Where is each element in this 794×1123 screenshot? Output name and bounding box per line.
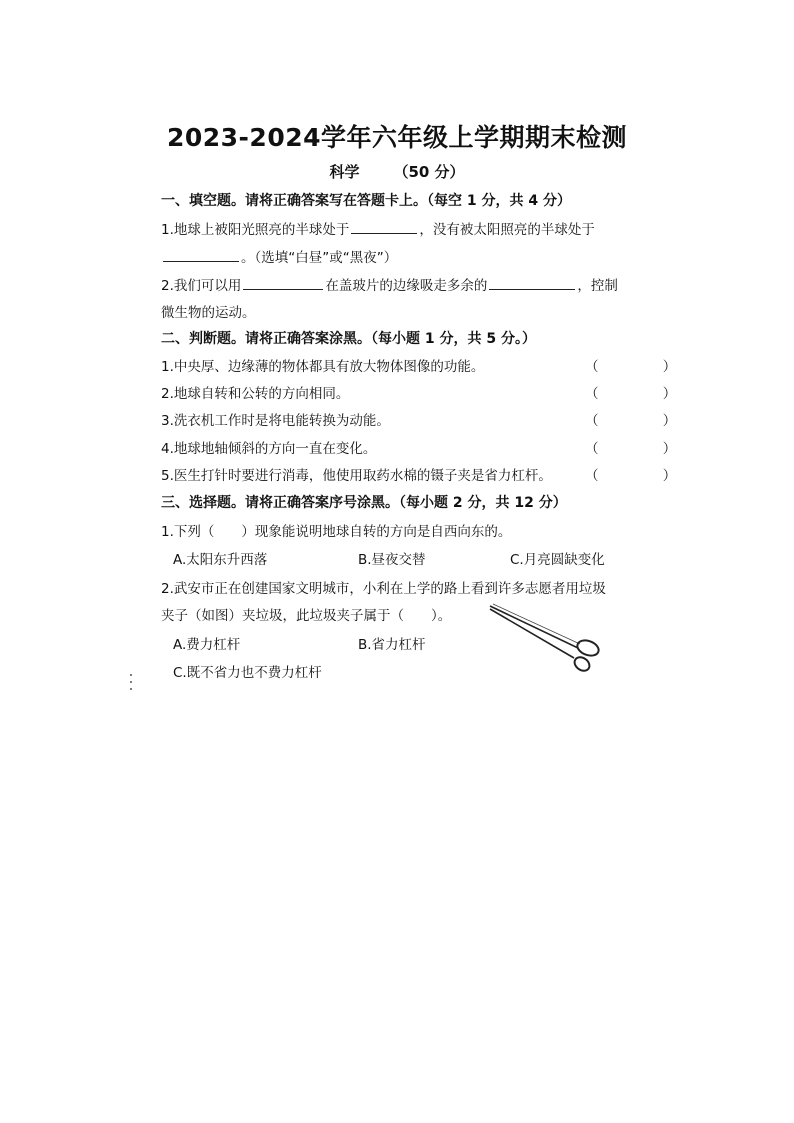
section1-q2-line1: 2.我们可以用 在盖玻片的边缘吸走多余的 ，控制 xyxy=(161,274,618,294)
judge-answer-paren-3[interactable]: （ ） xyxy=(585,413,707,429)
judge-answer-paren-4[interactable]: （ ） xyxy=(585,441,707,457)
section2-heading: 二、判断题。请将正确答案涂黑。（每小题 1 分，共 5 分。） xyxy=(161,331,536,347)
choice-q2-option-c[interactable]: C.既不省力也不费力杠杆 xyxy=(173,665,322,681)
judge-item-4: 4.地球地轴倾斜的方向一直在变化。 xyxy=(161,441,377,457)
choice-q1-option-c[interactable]: C.月亮圆缺变化 xyxy=(510,552,605,568)
judge-item-1: 1.中央厚、边缘薄的物体都具有放大物体图像的功能。 xyxy=(161,359,485,375)
judge-answer-paren-5[interactable]: （ ） xyxy=(585,468,707,484)
section1-q1-line2: 。（选填“白昼”或“黑夜”） xyxy=(161,246,397,266)
exam-title: 2023-2024学年六年级上学期期末检测 xyxy=(166,123,628,152)
choice-q2-option-b[interactable]: B.省力杠杆 xyxy=(358,637,426,653)
choice-q1-option-a[interactable]: A.太阳东升西落 xyxy=(173,552,268,568)
choice-q2-option-a[interactable]: A.费力杠杆 xyxy=(173,637,241,653)
exam-subtitle xyxy=(0,161,794,182)
judge-answer-paren-1[interactable]: （ ） xyxy=(585,359,707,375)
choice-q2-stem-line2: 夹子（如图）夹垃圾，此垃圾夹子属于（ ）。 xyxy=(161,608,452,624)
section1-heading: 一、填空题。请将正确答案写在答题卡上。（每空 1 分，共 4 分） xyxy=(161,193,571,209)
total-score: （50 分） xyxy=(393,163,465,181)
subject-label: 科学 xyxy=(329,163,360,181)
choice-q2-stem-line1: 2.武安市正在创建国家文明城市，小利在上学的路上看到许多志愿者用垃圾 xyxy=(161,581,606,597)
answer-blank-4[interactable] xyxy=(489,275,575,290)
section1-q2-line2: 微生物的运动。 xyxy=(161,305,256,321)
section3-heading: 三、选择题。请将正确答案序号涂黑。（每小题 2 分，共 12 分） xyxy=(161,495,567,511)
choice-q1-option-b[interactable]: B.昼夜交替 xyxy=(358,552,426,568)
judge-answer-paren-2[interactable]: （ ） xyxy=(585,386,707,402)
section1-q1-line1: 1.地球上被阳光照亮的半球处于 ，没有被太阳照亮的半球处于 xyxy=(161,218,595,238)
judge-item-2: 2.地球自转和公转的方向相同。 xyxy=(161,386,350,402)
judge-item-3: 3.洗衣机工作时是将电能转换为动能。 xyxy=(161,413,390,429)
answer-blank-1[interactable] xyxy=(351,219,417,234)
choice-q1-stem: 1.下列（ ）现象能说明地球自转的方向是自西向东的。 xyxy=(161,524,512,540)
scan-specks-icon xyxy=(128,672,134,694)
tongs-illustration-icon xyxy=(488,600,606,678)
answer-blank-3[interactable] xyxy=(243,275,323,290)
judge-item-5: 5.医生打针时要进行消毒，他使用取药水棉的镊子夹是省力杠杆。 xyxy=(161,468,552,484)
answer-blank-2[interactable] xyxy=(163,247,239,262)
